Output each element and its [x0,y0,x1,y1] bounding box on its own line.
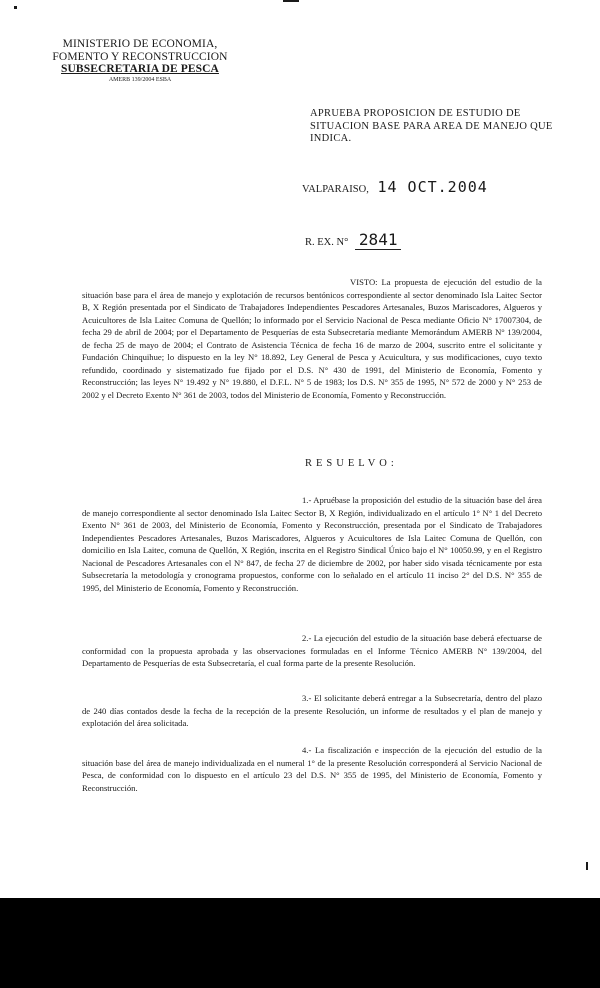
visto-lead: VISTO: [350,277,378,287]
letterhead-line1: MINISTERIO DE ECONOMIA, [62,38,218,50]
article-1-text: 1.- Apruébase la proposición del estudio de la situación base del área de manejo correspondiente al sector denominado Isla Laitec Sector B, X Región, individualizado en el artículo 1° N° 1 del Decreto Exento N° 361 de 2003, del Ministerio de Economía, Fomento y Reconstrucción, presentada por el Sindicato de Trabajadores Independientes Pescadores Artesanales, Buzos Mariscadores, Algueros y Acuicultores de Isla Laitec Comuna de Quellón, con domicilio en Isla Laitec, comuna de Quellón, X Región, inscrita en el Registro Sindical Único bajo el N° 10050.99, y en el Registro Nacional de Pescadores Artesanales con el N° 847, de fecha 27 de diciembre de 2002, por haber sido visada técnicamente por esta Subsecretaría la metodología y cronograma propuestos, conforme con lo señalado en el artículo 11 inciso 2° del D.S. N° 355 de 1995, del Ministerio de Economía, Fomento y Reconstrucción. [82,495,542,593]
margin-tick [586,862,588,870]
scan-speck [283,0,299,2]
date-stamp: 14 OCT.2004 [377,178,488,196]
letterhead-reference: AMERB 139/2004 ESBA [108,76,172,83]
ministry-letterhead [50,38,230,84]
subject-heading: APRUEBA PROPOSICION DE ESTUDIO DE SITUACION BASE PARA AREA DE MANEJO QUE INDICA. [310,108,553,144]
article-4 [82,744,542,794]
scan-speck [14,6,17,9]
dateline [302,178,562,196]
dateline-place: VALPARAISO, [302,184,369,195]
visto-paragraph [82,276,542,401]
scan-bottom-border [0,898,600,988]
letterhead-line3: SUBSECRETARIA DE PESCA [61,63,219,75]
article-1 [82,494,542,594]
resolution-number [305,230,505,250]
visto-text: La propuesta de ejecución del estudio de la situación base para el área de manejo y explotación de recursos bentónicos correspondiente al sector denominado Isla Laitec Sector B, X Región presentada por el Sindicato de Trabajadores Independientes Pescadores Artesanales, Buzos Mariscadores, Algueros y Acuicultores de Isla Laitec Comuna de Quellón; lo informado por el Servicio Nacional de Pesca mediante Oficio N° 17007304, de fecha 29 de abril de 2004; por el Departamento de Pesquerías de esta Subsecretaría mediante Memorándum AMERB N° 139/2004, de fecha 25 de mayo de 2004; el Contrato de Asistencia Técnica de fecha 16 de marzo de 2004, suscrito entre el solicitante y Fundación Chinquihue; lo dispuesto en la ley N° 18.892, Ley General de Pesca y Acuicultura, y sus modificaciones, cuyo texto refundido, coordinado y sistematizado fue fijado por el D.S. N° 430 de 1991, del Ministerio de Economía, Fomento y Reconstrucción; las leyes N° 19.492 y N° 19.880, el D.F.L. N° 5 de 1983; los D.S. N° 355 de 1995, N° 572 de 2000 y N° 253 de 2002 y el Decreto Exento N° 361 de 2003, todos del Ministerio de Economía, Fomento y Reconstrucción. [82,277,542,400]
letterhead-line2: FOMENTO Y RECONSTRUCCION [52,50,228,63]
article-4-text: 4.- La fiscalización e inspección de la ejecución del estudio de la situación base del área de manejo individualizada en el numeral 1° de la presente Resolución corresponderá al Servicio Nacional de Pesca, de conformidad con lo dispuesto en el artículo 23 del D.S. N° 355 de 1995, del Ministerio de Economía, Fomento y Reconstrucción. [82,745,542,793]
article-3 [82,692,542,730]
article-3-text: 3.- El solicitante deberá entregar a la Subsecretaría, dentro del plazo de 240 días contados desde la fecha de la recepción de la presente Resolución, un informe de resultados y el plan de manejo y explotación del área solicitada. [82,693,542,728]
resolution-number-value: 2841 [355,230,402,250]
resuelvo-heading: RESUELVO: [305,458,398,469]
article-2 [82,632,542,670]
article-2-text: 2.- La ejecución del estudio de la situación base deberá efectuarse de conformidad con la propuesta aprobada y las observaciones formuladas en el Informe Técnico AMERB N° 139/2004, del Departamento de Pesquerías de esta Subsecretaría, el cual forma parte de la presente Resolución. [82,633,542,668]
resolution-prefix: R. EX. N° [305,237,349,248]
